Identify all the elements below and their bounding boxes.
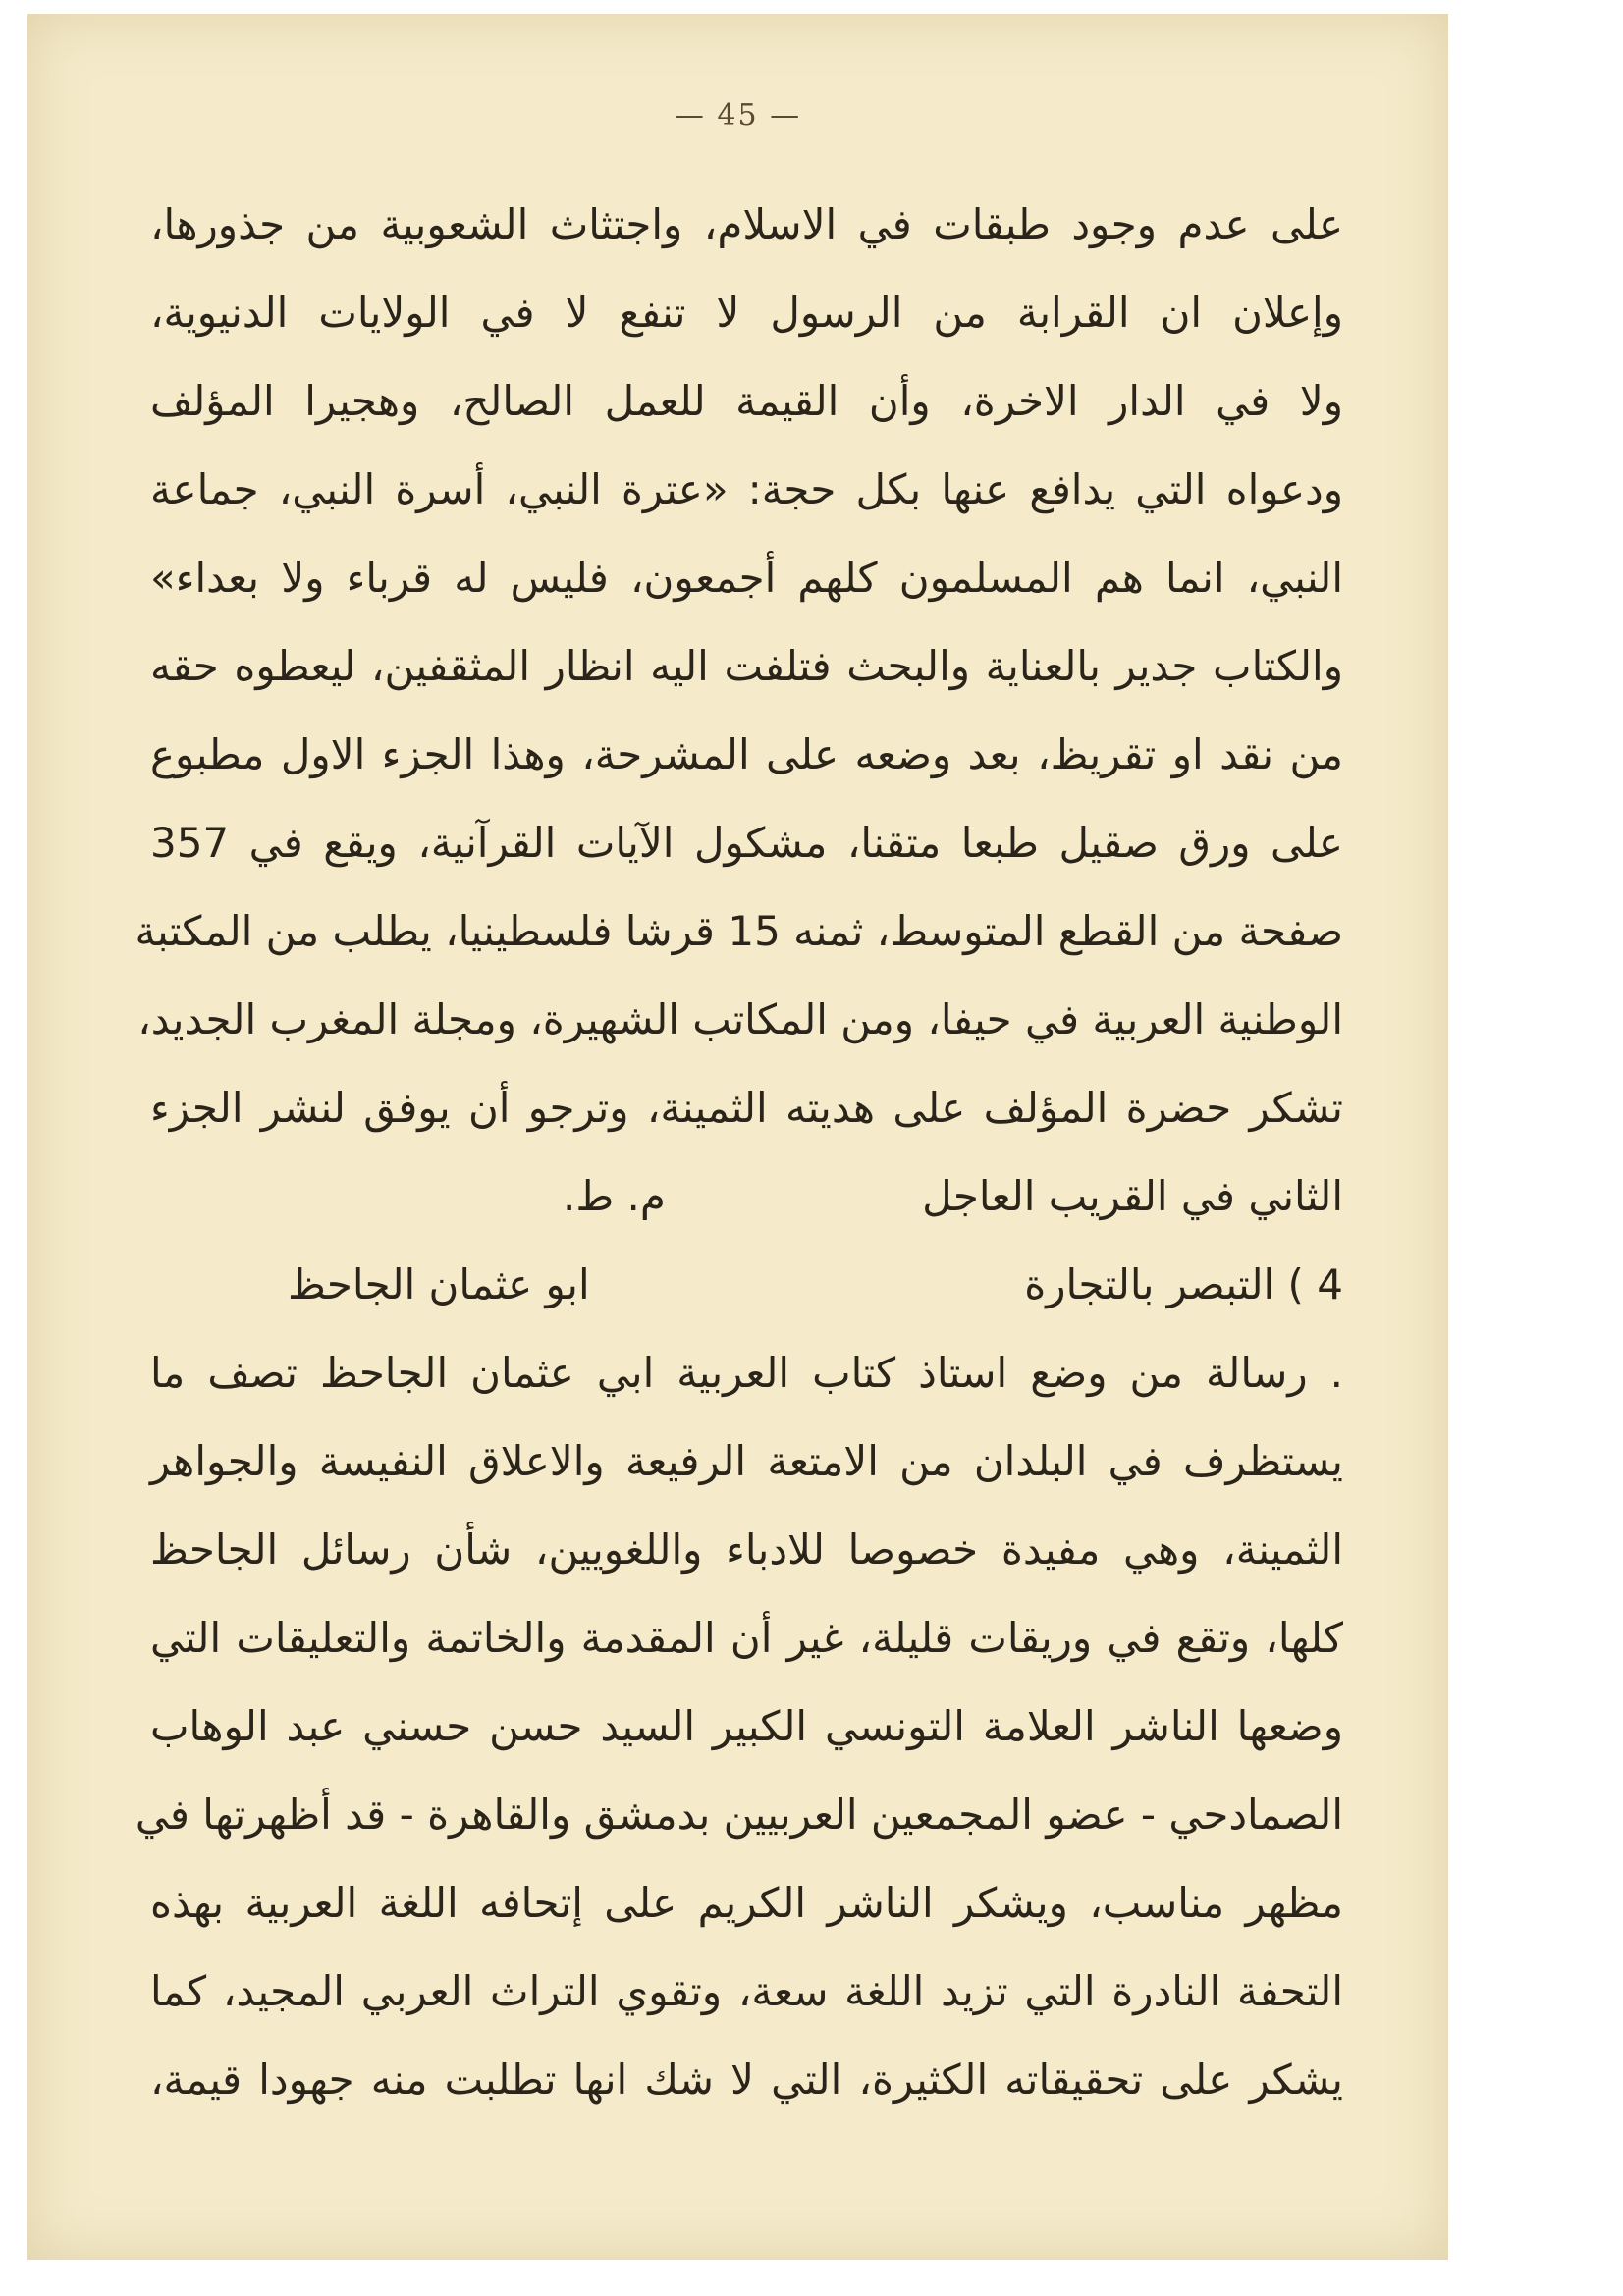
text-line: مظهر مناسب، ويشكر الناشر الكريم على إتحافه اللغة العربية بهذه bbox=[150, 1879, 1343, 1927]
text-line: على عدم وجود طبقات في الاسلام، واجتثاث الشعوبية من جذورها، bbox=[150, 200, 1343, 248]
text-line: والكتاب جدير بالعناية والبحث فتلفت اليه انظار المثقفين، ليعطوه حقه bbox=[150, 642, 1343, 690]
text-line: وضعها الناشر العلامة التونسي الكبير السيد حسن حسني عبد الوهاب bbox=[150, 1702, 1343, 1750]
text-line: الوطنية العربية في حيفا، ومن المكاتب الشهيرة، ومجلة المغرب الجديد، bbox=[137, 995, 1343, 1043]
text-line: كلها، وتقع في وريقات قليلة، غير أن المقدمة والخاتمة والتعليقات التي bbox=[150, 1614, 1343, 1662]
entry-title: 4 ) التبصر بالتجارة bbox=[1024, 1260, 1343, 1308]
closing-line bbox=[150, 1152, 1343, 1241]
book-page bbox=[27, 14, 1448, 2260]
review-signature: م. ط. bbox=[563, 1172, 666, 1220]
text-line: ولا في الدار الاخرة، وأن القيمة للعمل الصالح، وهجيرا المؤلف bbox=[150, 377, 1343, 425]
text-line: على ورق صقيل طبعا متقنا، مشكول الآيات القرآنية، ويقع في 357 bbox=[150, 819, 1343, 867]
text-line: . رسالة من وضع استاذ كتاب العربية ابي عثمان الجاحظ تصف ما bbox=[150, 1349, 1343, 1397]
text-line: من نقد او تقريظ، بعد وضعه على المشرحة، وهذا الجزء الاول مطبوع bbox=[150, 730, 1343, 778]
page-text bbox=[135, 181, 1343, 2124]
text-line: وإعلان ان القرابة من الرسول لا تنفع لا في الولايات الدنيوية، bbox=[150, 289, 1343, 337]
text-line: يشكر على تحقيقاته الكثيرة، التي لا شك انها تطلبت منه جهودا قيمة، bbox=[150, 2056, 1343, 2104]
closing-text: الثاني في القريب العاجل bbox=[922, 1172, 1343, 1220]
page-number: — 45 — bbox=[674, 98, 802, 133]
text-line: النبي، انما هم المسلمون كلهم أجمعون، فليس له قرباء ولا بعداء» bbox=[150, 554, 1343, 602]
text-line: الثمينة، وهي مفيدة خصوصا للادباء واللغويين، شأن رسائل الجاحظ bbox=[150, 1525, 1343, 1574]
text-line: ودعواه التي يدافع عنها بكل حجة: «عترة النبي، أسرة النبي، جماعة bbox=[150, 465, 1343, 513]
text-line: الصمادحي - عضو المجمعين العربيين بدمشق والقاهرة - قد أظهرتها في bbox=[135, 1790, 1343, 1839]
text-line: تشكر حضرة المؤلف على هديته الثمينة، وترجو أن يوفق لنشر الجزء bbox=[150, 1084, 1343, 1132]
text-line: يستظرف في البلدان من الامتعة الرفيعة والاعلاق النفيسة والجواهر bbox=[150, 1437, 1343, 1485]
text-line: صفحة من القطع المتوسط، ثمنه 15 قرشا فلسطينيا، يطلب من المكتبة bbox=[135, 907, 1343, 955]
entry-author: ابو عثمان الجاحظ bbox=[288, 1260, 590, 1308]
entry-heading bbox=[150, 1241, 1343, 1329]
text-line: التحفة النادرة التي تزيد اللغة سعة، وتقوي التراث العربي المجيد، كما bbox=[150, 1967, 1343, 2015]
